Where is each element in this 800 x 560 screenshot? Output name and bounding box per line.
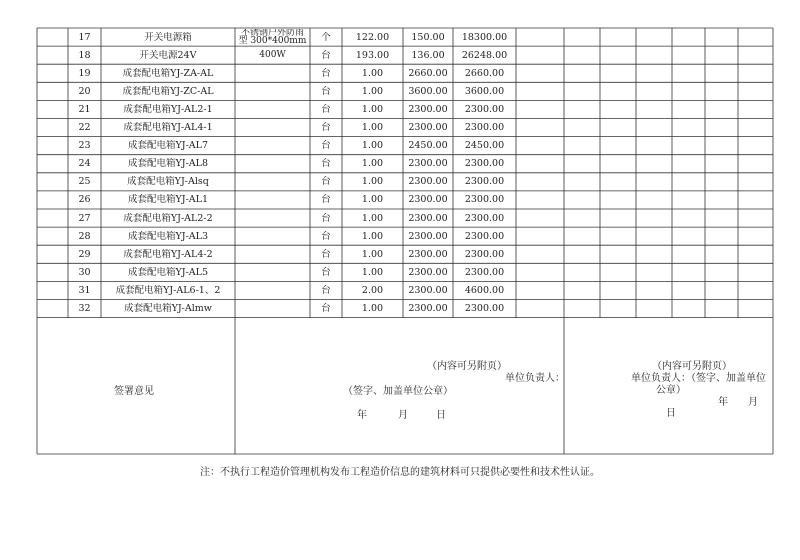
total-cell: 2300.00 xyxy=(464,248,505,260)
name-cell: 成套配电箱YJ-AL5 xyxy=(127,266,208,278)
middle-responsible-label: 单位负责人： xyxy=(505,373,565,384)
qty-cell: 193.00 xyxy=(355,49,390,61)
qty-cell: 1.00 xyxy=(361,158,384,170)
unit-cell: 台 xyxy=(321,158,331,170)
price-cell: 136.00 xyxy=(411,49,445,61)
no-cell: 25 xyxy=(78,176,91,188)
name-cell: 成套配电箱YJ-ZA-AL xyxy=(122,67,214,79)
no-cell: 27 xyxy=(78,212,91,224)
spec-cell xyxy=(235,29,310,46)
name-cell: 成套配电箱YJ-AL4-2 xyxy=(123,248,213,260)
name-cell: 成套配电箱YJ-AL4-1 xyxy=(123,122,213,133)
no-cell: 21 xyxy=(78,103,91,115)
name-cell: 成套配电箱YJ-AL2-1 xyxy=(123,103,213,115)
total-cell: 2300.00 xyxy=(464,103,505,115)
price-cell: 2300.00 xyxy=(408,284,448,296)
unit-cell: 台 xyxy=(321,140,331,152)
middle-seal-note: （签字、加盖单位公章） xyxy=(343,386,453,397)
qty-cell: 1.00 xyxy=(361,103,384,115)
price-cell: 2300.00 xyxy=(408,194,448,206)
qty-cell: 1.00 xyxy=(361,194,384,206)
spec-line: 不锈钢户外防雨 xyxy=(240,28,304,38)
name-cell: 成套配电箱YJ-ZC-AL xyxy=(122,85,214,97)
no-cell: 23 xyxy=(78,140,91,152)
spec-line: 400W xyxy=(259,49,286,60)
total-cell: 2300.00 xyxy=(464,194,505,206)
no-cell: 19 xyxy=(78,67,91,79)
price-cell: 2450.00 xyxy=(408,140,448,152)
total-cell: 2660.00 xyxy=(464,67,505,79)
no-cell: 24 xyxy=(78,158,91,170)
unit-cell: 台 xyxy=(321,303,331,314)
unit-cell: 台 xyxy=(321,266,331,278)
unit-cell: 台 xyxy=(321,85,331,97)
unit-cell: 台 xyxy=(321,103,331,115)
total-cell: 2300.00 xyxy=(464,230,505,242)
price-cell: 2300.00 xyxy=(408,122,448,133)
footnote: 注：不执行工程造价管理机构发布工程造价信息的建筑材料可只提供必要性和技术性认证。 xyxy=(200,467,600,478)
total-cell: 18300.00 xyxy=(461,31,508,43)
name-cell: 成套配电箱YJ-Almw xyxy=(124,303,212,314)
total-cell: 2300.00 xyxy=(464,303,505,314)
name-cell: 成套配电箱YJ-Alsq xyxy=(127,176,209,188)
price-cell: 2300.00 xyxy=(408,212,448,224)
unit-cell: 台 xyxy=(321,194,331,206)
total-cell: 2300.00 xyxy=(464,158,505,170)
unit-cell: 台 xyxy=(321,67,331,79)
no-cell: 22 xyxy=(78,122,91,133)
price-cell: 3600.00 xyxy=(408,85,448,97)
right-seal-note: 公章） xyxy=(656,385,686,396)
no-cell: 20 xyxy=(78,85,91,97)
qty-cell: 1.00 xyxy=(361,266,384,278)
middle-attachment-note: （内容可另附页） xyxy=(427,361,507,372)
name-cell: 成套配电箱YJ-AL3 xyxy=(127,230,208,242)
qty-cell: 1.00 xyxy=(361,85,384,97)
signature-label: 签署意见 xyxy=(114,386,154,397)
name-cell: 成套配电箱YJ-AL2-2 xyxy=(123,212,213,224)
no-cell: 28 xyxy=(78,230,91,242)
total-cell: 2450.00 xyxy=(464,140,505,152)
name-cell: 成套配电箱YJ-AL1 xyxy=(127,194,208,206)
right-responsible-label: 单位负责人：（签字、加盖单位 xyxy=(631,373,766,384)
no-cell: 18 xyxy=(78,49,91,61)
unit-cell: 台 xyxy=(321,122,331,133)
total-cell: 2300.00 xyxy=(464,266,505,278)
unit-cell: 台 xyxy=(321,284,331,296)
price-cell: 2300.00 xyxy=(408,176,448,188)
name-cell: 成套配电箱YJ-AL7 xyxy=(127,140,208,152)
middle-month: 月 xyxy=(398,410,408,421)
qty-cell: 1.00 xyxy=(361,140,384,152)
spec-line: 型 300*400mm xyxy=(238,36,307,46)
unit-cell: 台 xyxy=(321,248,331,260)
unit-cell: 台 xyxy=(321,230,331,242)
right-attachment-note: （内容可另附页） xyxy=(652,361,732,372)
right-day: 日 xyxy=(666,408,676,419)
price-cell: 2300.00 xyxy=(408,230,448,242)
name-cell: 成套配电箱YJ-AL6-1、2 xyxy=(115,284,221,296)
no-cell: 30 xyxy=(78,266,91,278)
price-cell: 2300.00 xyxy=(408,103,448,115)
qty-cell: 1.00 xyxy=(361,122,384,133)
qty-cell: 1.00 xyxy=(361,303,384,314)
price-cell: 150.00 xyxy=(411,31,445,43)
name-cell: 成套配电箱YJ-AL8 xyxy=(127,158,208,170)
qty-cell: 1.00 xyxy=(361,176,384,188)
no-cell: 26 xyxy=(78,194,91,206)
price-cell: 2300.00 xyxy=(408,266,448,278)
qty-cell: 2.00 xyxy=(361,284,384,296)
total-cell: 26248.00 xyxy=(461,49,508,61)
name-cell: 开关电源24V xyxy=(139,49,197,61)
unit-cell: 个 xyxy=(321,31,331,43)
qty-cell: 1.00 xyxy=(361,212,384,224)
qty-cell: 1.00 xyxy=(361,230,384,242)
unit-cell: 台 xyxy=(321,212,331,224)
price-cell: 2300.00 xyxy=(408,248,448,260)
no-cell: 32 xyxy=(78,303,91,314)
total-cell: 4600.00 xyxy=(464,284,505,296)
unit-cell: 台 xyxy=(321,176,331,188)
no-cell: 29 xyxy=(78,248,91,260)
price-cell: 2660.00 xyxy=(408,67,448,79)
right-month: 月 xyxy=(748,397,758,408)
total-cell: 2300.00 xyxy=(464,212,505,224)
no-cell: 17 xyxy=(78,31,91,43)
middle-day: 日 xyxy=(436,410,446,421)
price-cell: 2300.00 xyxy=(408,303,448,314)
spec-cell xyxy=(235,50,310,61)
qty-cell: 1.00 xyxy=(361,67,384,79)
name-cell: 开关电源箱 xyxy=(144,31,192,43)
right-year: 年 xyxy=(718,397,728,408)
no-cell: 31 xyxy=(78,284,91,296)
total-cell: 3600.00 xyxy=(464,85,505,97)
middle-year: 年 xyxy=(357,410,367,421)
qty-cell: 1.00 xyxy=(361,248,384,260)
total-cell: 2300.00 xyxy=(464,176,505,188)
total-cell: 2300.00 xyxy=(464,122,505,133)
qty-cell: 122.00 xyxy=(355,31,390,43)
unit-cell: 台 xyxy=(321,49,331,61)
price-cell: 2300.00 xyxy=(408,158,448,170)
